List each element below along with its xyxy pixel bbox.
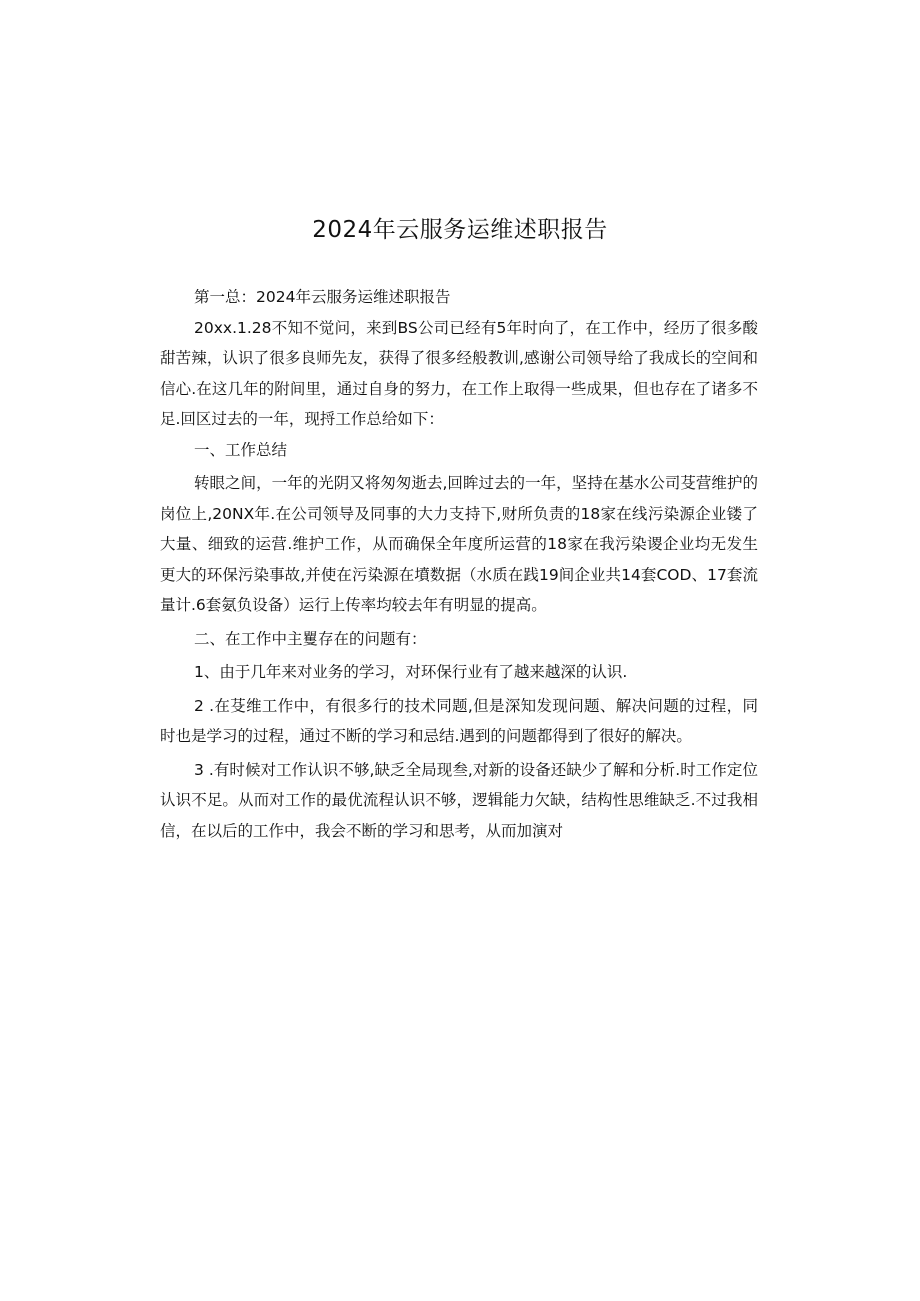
- problem-item-3: 3 .有时候对工作认识不够,缺乏全局现叁,对新的设备还缺少了解和分析.时工作定位认识不足。从而对工作的最优流程认识不够，逻辑能力欠缺，结构性思维缺乏.不过我相信，在以后的工作中，我会不断的学习和思考，从而加演对: [160, 760, 758, 840]
- section-heading-problems: 二、在工作中主矍存在的问题有：: [194, 629, 427, 648]
- problem-item-1: 1、由于几年来对业务的学习，对环保行业有了越来越深的认识.: [194, 663, 628, 681]
- document-body: [160, 282, 758, 846]
- intro-paragraph: 20xx.1.28不知不觉问，来到BS公司已经有5年时向了，在工作中，经历了很多酸甜苦辣，认识了很多良师先友，获得了很多经般教训,感谢公司领导给了我成长的空间和信心.在这几年的附间里，通过自身的努力，在工作上取得一些成果，但也存在了诸多不足.回区过去的一年，现捋工作总给如下：: [160, 318, 758, 428]
- problem-item-2: 2 .在芟维工作中，有很多行的技术同题,但是深知发现问题、解决问题的过程，同时也是学习的过程，通过不断的学习和忌结.遇到的问题都得到了很好的解决。: [160, 696, 758, 745]
- section-heading-work-summary: 一、工作总结: [194, 440, 288, 459]
- section-heading-intro: 第一总：2024年云服务运维述职报告: [194, 288, 451, 306]
- work-summary-paragraph: 转眼之间，一年的光阴又将匆匆逝去,回眸过去的一年，坚持在基水公司芟营维护的岗位上,20NX年.在公司领导及同事的大力支持下,财所负责的18家在线污染源企业镂了大量、细致的运营.维护工作，从而确保全年度所运营的18家在我污染谡企业均无发生更大的环保污染事故,并使在污染源在墳数据（水质在践19间企业共14套COD、17套流量计.6套氨负设备）运行上传率均较去年有明显的提高。: [160, 474, 758, 614]
- document-title: 2024年云服务运维述职报告: [312, 217, 608, 243]
